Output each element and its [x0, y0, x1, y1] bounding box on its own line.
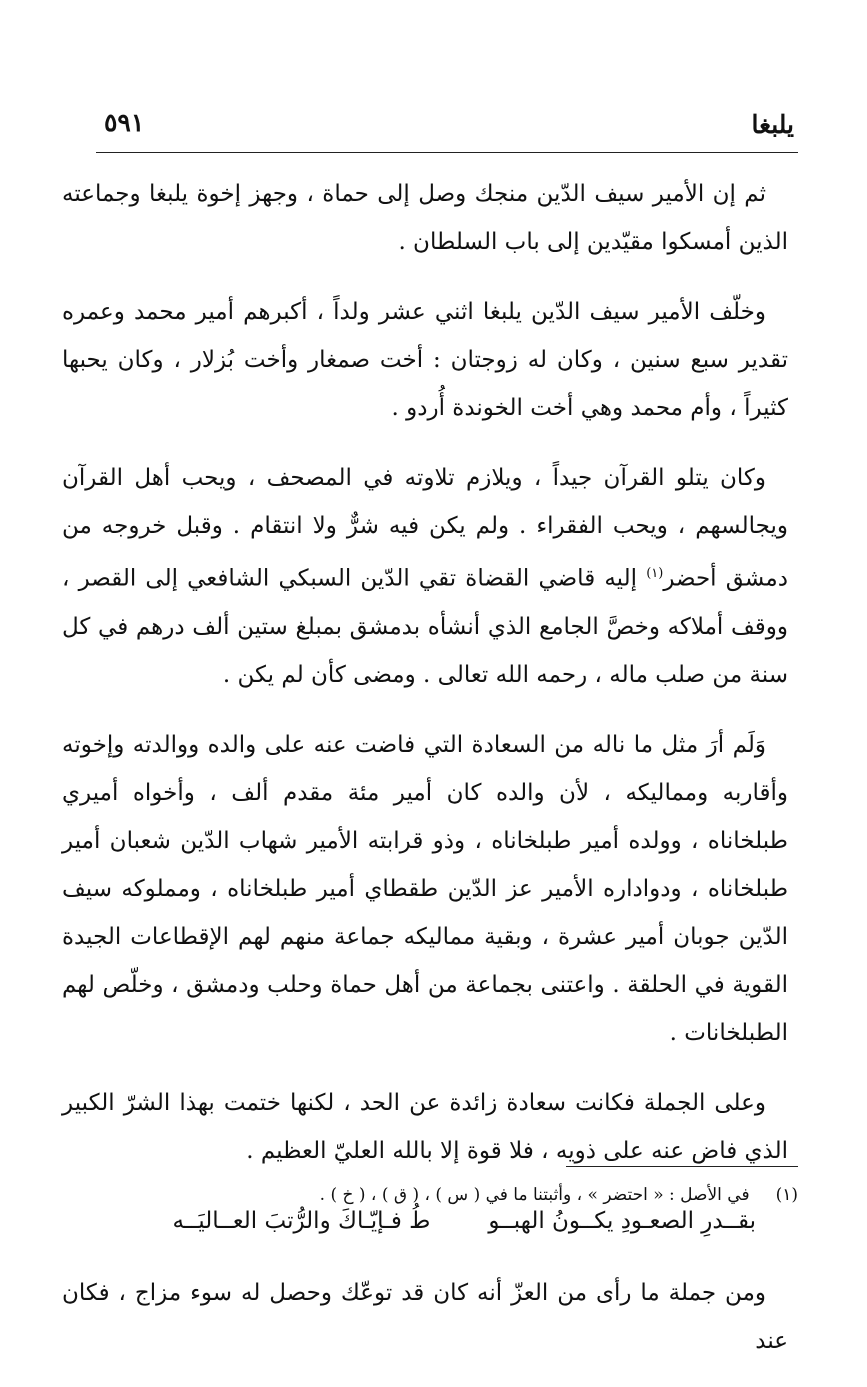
footnote-rule: [566, 1166, 798, 1167]
paragraph-4: وَلَم أرَ مثل ما ناله من السعادة التي فاضت عنه على والده ووالدته وإخوته وأقاربه ومماليكه ، لأن والده كان أمير مئة مقدم ألف ، وأخواه أميري طبلخاناه ، وولده أمير طبلخاناه ، وذو قرابته الأمير شهاب الدّين شعبان أمير طبلخاناه ، ودواداره الأمير عز الدّين طقطاي أمير طبلخاناه ، ومملوكه سيف الدّين جوبان أمير عشرة ، وبقية مماليكه جماعة منهم لهم الإقطاعات الجيدة القوية في الحلقة . واعتنى بجماعة من أهل حماة وحلب ودمشق ، وخلّص لهم الطبلخانات .: [62, 731, 788, 1046]
footnotes: [96, 1166, 798, 1209]
poem-hemistich-second: طُ فـإيّـاكَ والرُّتبَ العــاليَــه: [172, 1207, 431, 1234]
closing-line: ومن جملة ما رأى من العزّ أنه كان قد توعّك وحصل له سوء مزاج ، فكان عند: [62, 1279, 788, 1354]
paragraph-3-start: وكان يتلو القرآن جيداً ، ويلازم تلاوته في المصحف ، ويحب أهل القرآن ويجالسهم ، ويحب الفقراء . ولم يكن فيه شرٌّ ولا انتقام . وقبل خروجه من دمشق أحضر: [62, 465, 788, 592]
paragraph-2: وخلّف الأمير سيف الدّين يلبغا اثني عشر ولداً ، أكبرهم أمير محمد وعمره تقدير سبع سنين ، وكان له زوجتان : أخت صمغار وأخت بُزلار ، وكان يحبها كثيراً ، وأم محمد وهي أخت الخوندة أُردو .: [62, 299, 788, 421]
paragraph-1: ثم إن الأمير سيف الدّين منجك وصل إلى حماة ، وجهز إخوة يلبغا وجماعته الذين أمسكوا مقيّدين إلى باب السلطان .: [62, 181, 788, 255]
page-number: ٥٩١: [104, 108, 145, 137]
paragraph-3: [62, 454, 788, 699]
poem-hemistich-first: بقــدرِ الصعـودِ يكــونُ الهبــو: [488, 1207, 756, 1234]
footnote-reference: (١): [646, 566, 664, 581]
paragraph-5: وعلى الجملة فكانت سعادة زائدة عن الحد ، لكنها ختمت بهذا الشرّ الكبير الذي فاض عنه على ذويه ، فلا قوة إلا بالله العليّ العظيم .: [62, 1089, 788, 1164]
footnote-text: في الأصل : « احتضر » ، وأثبتنا ما في ( س ) ، ( ق ) ، ( خ ) .: [319, 1185, 750, 1205]
footnote-marker: (١): [775, 1185, 798, 1205]
running-head: يلبغا: [751, 110, 794, 139]
footnote-item: [96, 1181, 798, 1209]
page-header: [96, 108, 798, 153]
paragraph-3-rest: إليه قاضي القضاة تقي الدّين السبكي الشافعي إلى القصر ، ووقف أملاكه وخصَّ الجامع الذي أنشأه بدمشق بمبلغ ستين ألف درهم في كل سنة من صلب ماله ، رحمه الله تعالى . ومضى كأن لم يكن .: [62, 565, 788, 688]
